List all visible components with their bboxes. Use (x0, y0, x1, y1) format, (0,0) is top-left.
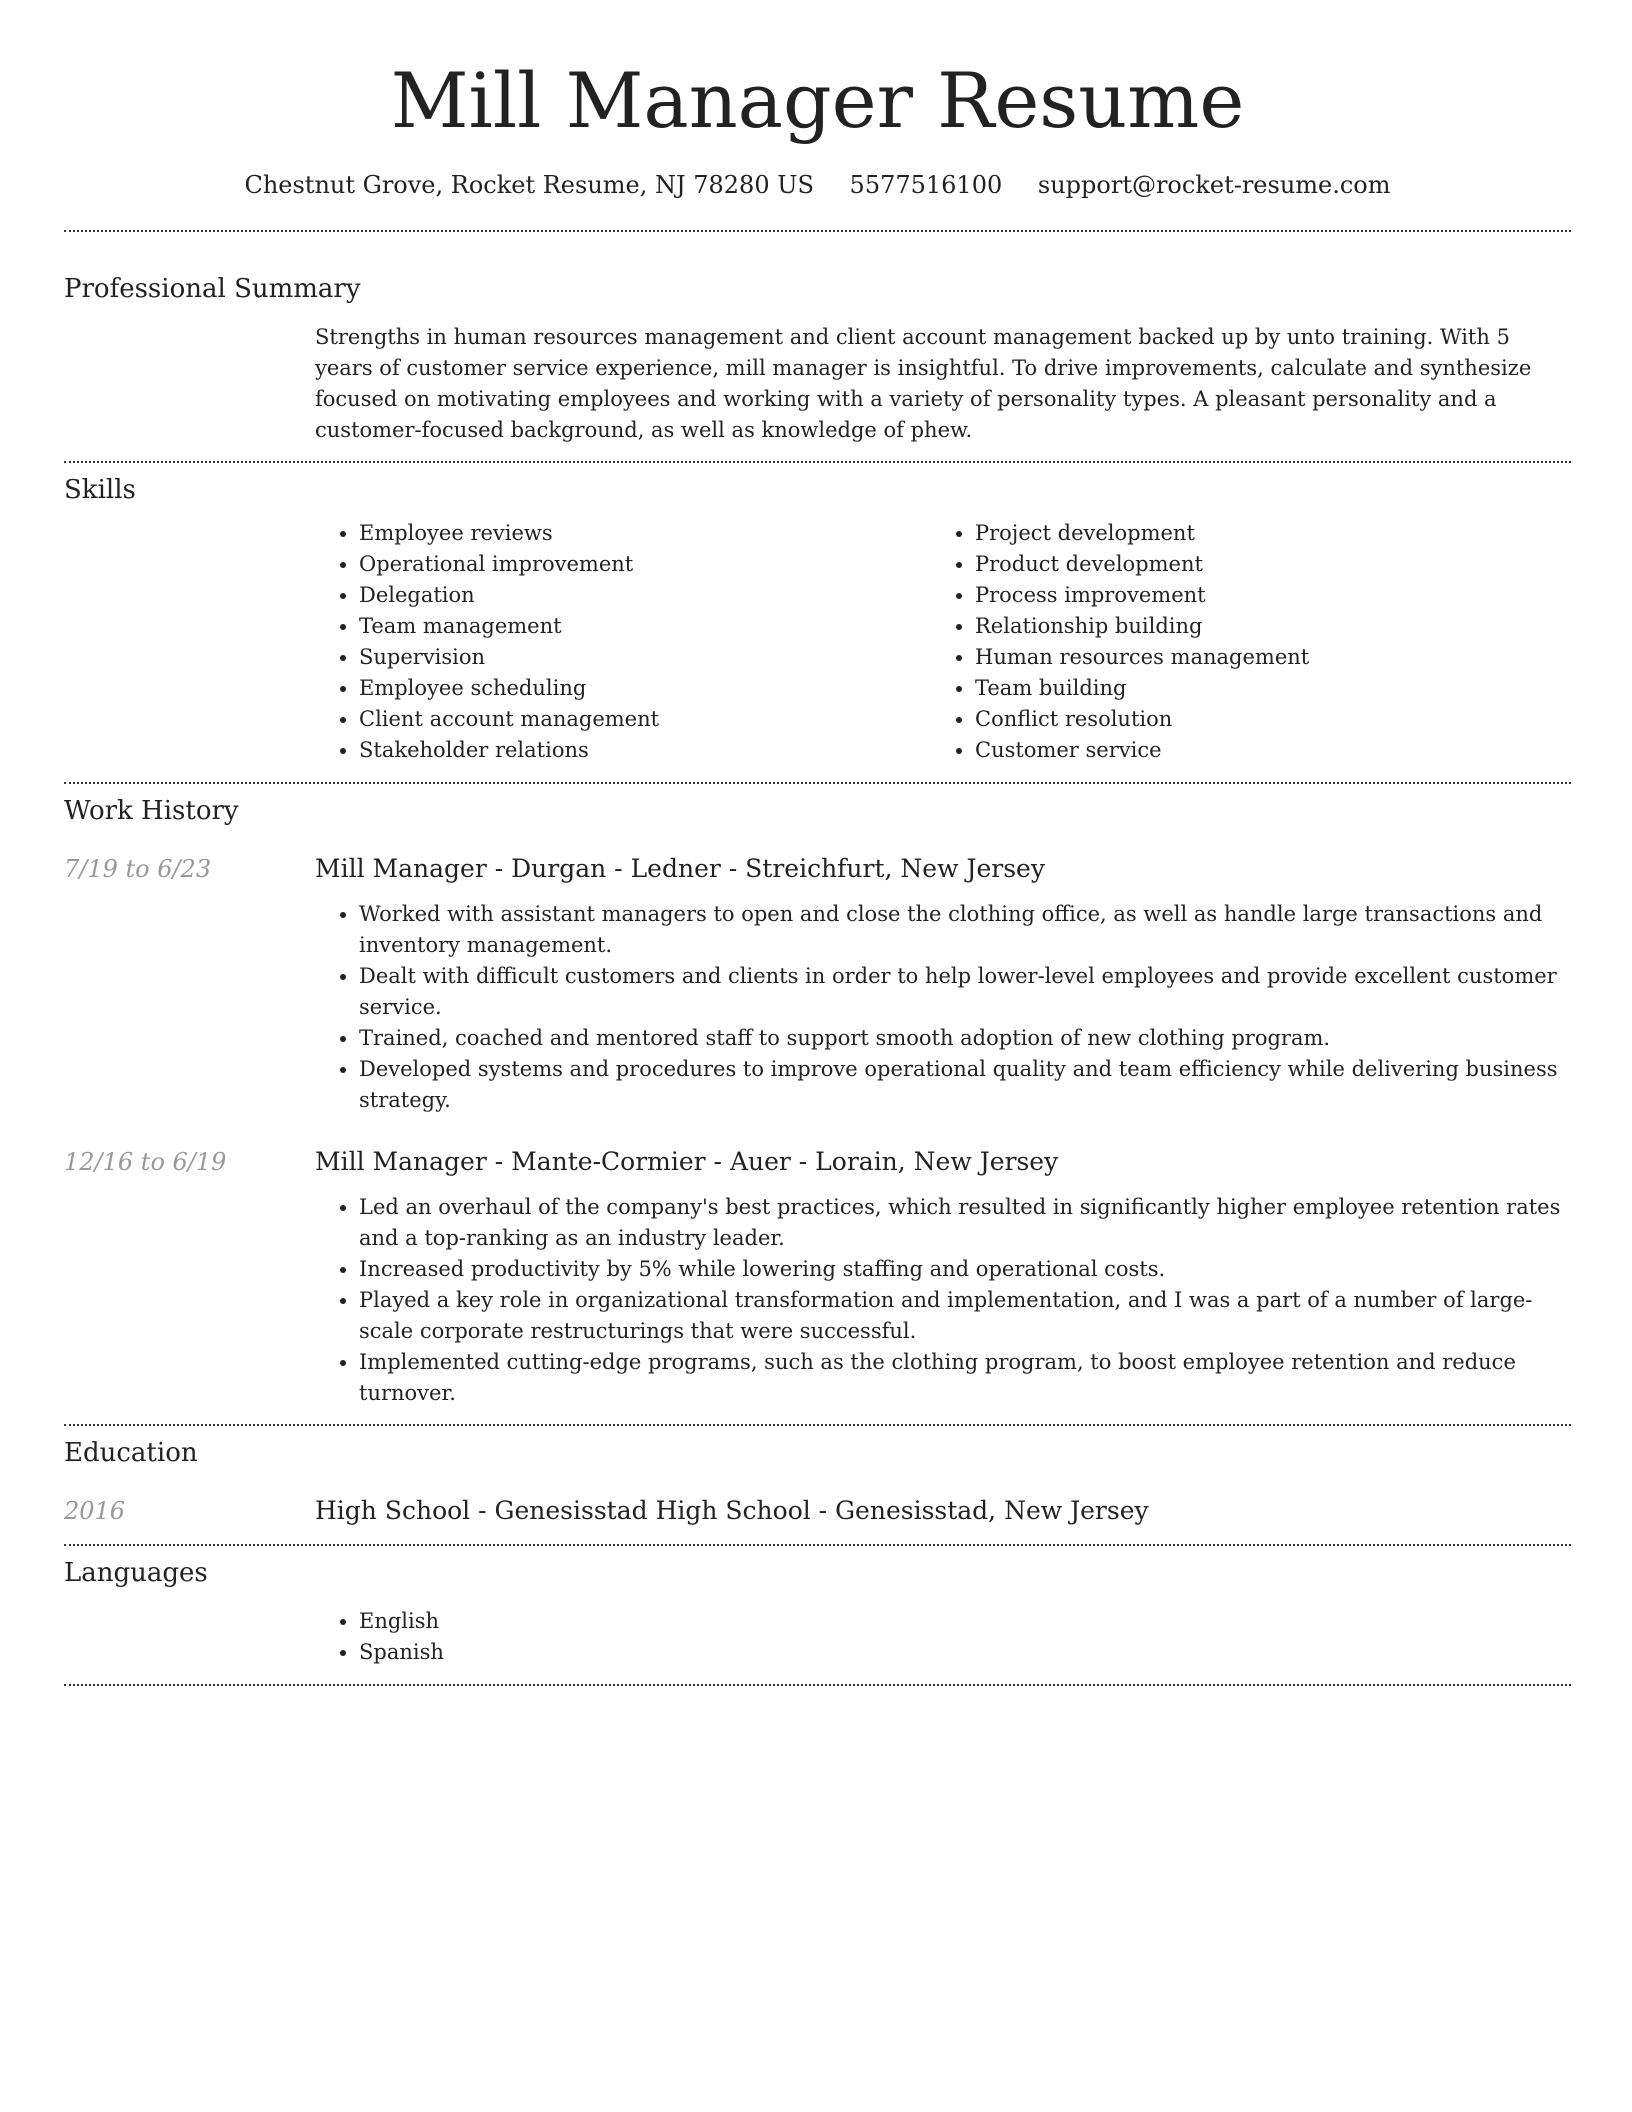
job-bullet: • Increased productivity by 5% while lowering staffing and operational costs. (359, 1254, 1571, 1285)
job-bullet: • Implemented cutting-edge programs, such as the clothing program, to boost employee retention and reduce turnover. (359, 1347, 1571, 1409)
job-title: Mill Manager - Durgan - Ledner - Streichfurt, New Jersey (315, 854, 1045, 883)
contact-address: Chestnut Grove, Rocket Resume, NJ 78280 US (244, 171, 814, 199)
skill-item: • Product development (975, 549, 1547, 580)
resume-page (64, 0, 1571, 1686)
languages-section (64, 1556, 1571, 1668)
professional-summary-section (64, 272, 1571, 446)
job-entry (64, 852, 1571, 1116)
section-heading-summary: Professional Summary (64, 274, 361, 304)
summary-text: Strengths in human resources management and client account management backed up by unto training. With 5 years of customer service experience, mill manager is insightful. To drive improvements, calculate and synthesize focused on motivating employees and working with a variety of personality types. A pleasant personality and a customer-focused background, as well as knowledge of phew. (315, 325, 1532, 442)
job-dates: 7/19 to 6/23 (64, 855, 212, 883)
section-divider (64, 461, 1571, 463)
education-year: 2016 (64, 1497, 126, 1525)
job-title: Mill Manager - Mante-Cormier - Auer - Lorain, New Jersey (315, 1147, 1059, 1176)
skill-item: • Employee reviews (359, 518, 931, 549)
skill-item: • Process improvement (975, 580, 1547, 611)
contact-line (64, 168, 1571, 202)
language-item: • English (359, 1606, 1571, 1637)
education-section (64, 1436, 1571, 1528)
skill-item: • Operational improvement (359, 549, 931, 580)
section-divider (64, 1424, 1571, 1426)
skills-column-left (315, 518, 931, 766)
section-heading-skills: Skills (64, 475, 136, 505)
section-divider (64, 230, 1571, 232)
language-item: • Spanish (359, 1637, 1571, 1668)
skills-column-right (931, 518, 1547, 766)
contact-phone: 5577516100 (849, 171, 1003, 199)
contact-email: support@rocket-resume.com (1037, 171, 1391, 199)
skill-item: • Client account management (359, 704, 931, 735)
job-bullet: • Worked with assistant managers to open and close the clothing office, as well as handle large transactions and inventory management. (359, 899, 1571, 961)
job-bullet: • Dealt with difficult customers and clients in order to help lower-level employees and provide excellent customer service. (359, 961, 1571, 1023)
skill-item: • Team building (975, 673, 1547, 704)
section-divider (64, 782, 1571, 784)
skill-item: • Team management (359, 611, 931, 642)
skill-item: • Customer service (975, 735, 1547, 766)
skill-item: • Relationship building (975, 611, 1547, 642)
job-bullet: • Played a key role in organizational transformation and implementation, and I was a part of a number of large-scale corporate restructurings that were successful. (359, 1285, 1571, 1347)
section-heading-work: Work History (64, 796, 239, 826)
job-bullet: • Trained, coached and mentored staff to support smooth adoption of new clothing program. (359, 1023, 1571, 1054)
skill-item: • Conflict resolution (975, 704, 1547, 735)
job-dates: 12/16 to 6/19 (64, 1148, 227, 1176)
page-title: Mill Manager Resume (390, 56, 1245, 145)
job-entry (64, 1145, 1571, 1409)
job-bullet: • Developed systems and procedures to improve operational quality and team efficiency while delivering business strategy. (359, 1054, 1571, 1116)
job-bullet: • Led an overhaul of the company's best practices, which resulted in significantly higher employee retention rates and a top-ranking as an industry leader. (359, 1192, 1571, 1254)
skill-item: • Employee scheduling (359, 673, 931, 704)
skill-item: • Project development (975, 518, 1547, 549)
education-title: High School - Genesisstad High School - Genesisstad, New Jersey (315, 1496, 1149, 1525)
section-divider (64, 1544, 1571, 1546)
section-divider (64, 1684, 1571, 1686)
section-heading-languages: Languages (64, 1558, 208, 1588)
skill-item: • Human resources management (975, 642, 1547, 673)
section-heading-education: Education (64, 1438, 198, 1468)
work-history-section (64, 794, 1571, 1409)
skill-item: • Supervision (359, 642, 931, 673)
skills-section (64, 473, 1571, 766)
education-entry (64, 1494, 1571, 1528)
skill-item: • Delegation (359, 580, 931, 611)
skill-item: • Stakeholder relations (359, 735, 931, 766)
